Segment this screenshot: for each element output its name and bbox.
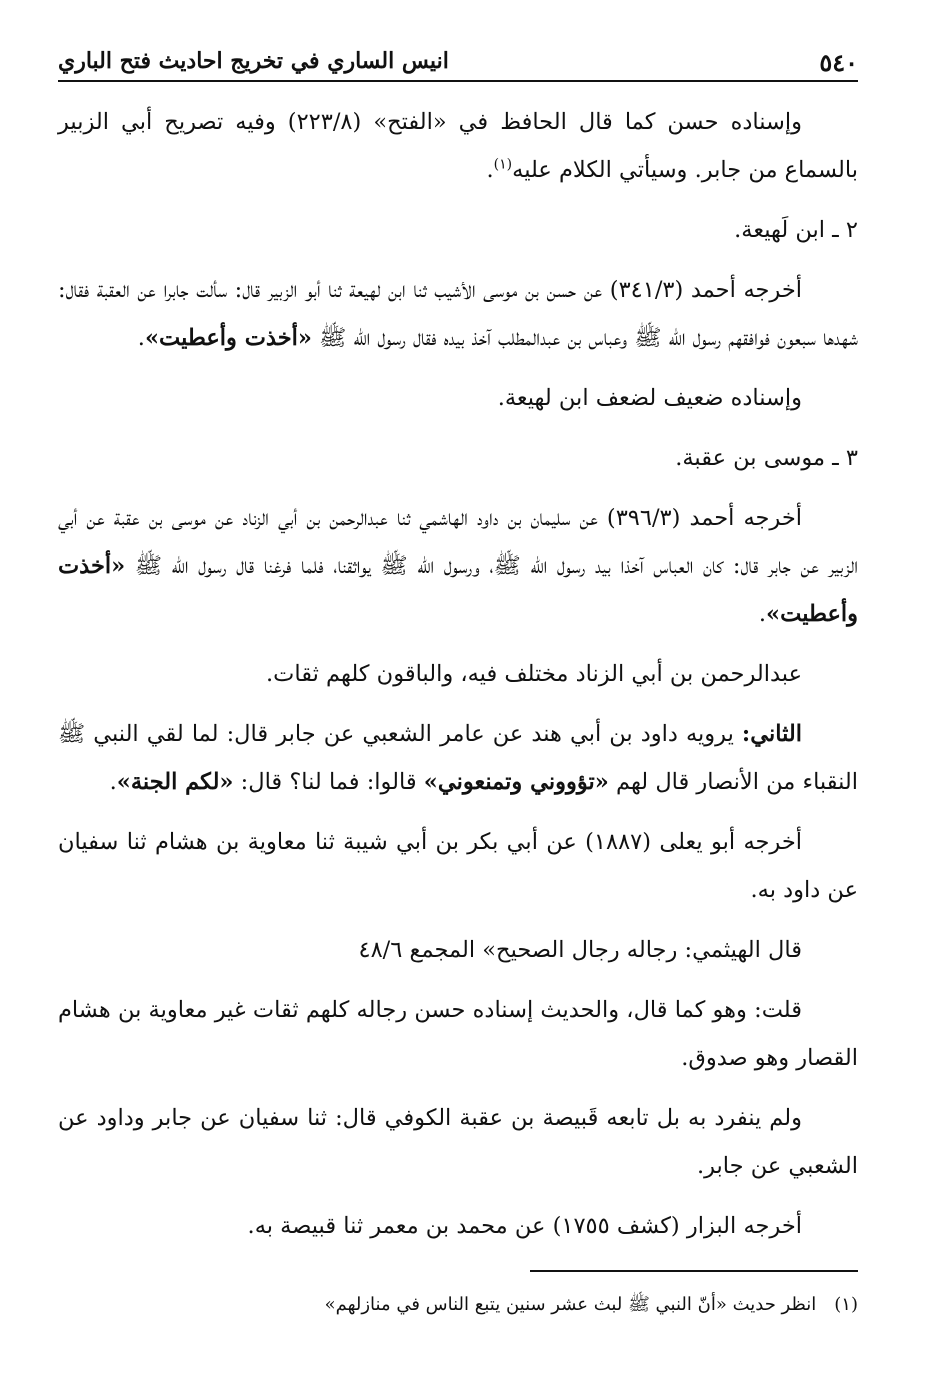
paragraph-4-quote: «أخذت وأعطيت» [58, 553, 858, 627]
page-body [58, 98, 858, 1262]
page-header [58, 46, 858, 82]
paragraph-1-end: . [486, 157, 494, 183]
paragraph-4-end: . [758, 601, 767, 627]
paragraph-2-quote: «أخذت وأعطيت» [144, 325, 312, 351]
footnote [58, 1290, 858, 1320]
paragraph-9: قلت: وهو كما قال، والحديث إسناده حسن رجاله كلهم ثقات غير معاوية بن هشام القصار وهو صدوق. [58, 997, 858, 1071]
paragraph-6-quote-1: «تؤووني وتمنعوني» [423, 769, 609, 795]
paragraph-4-text: أخرجه أحمد (٣٩٦/٣) عن سليمان بن داود الهاشمي ثنا عبدالرحمن بن أبي الزناد عن موسى بن عقبة عن أبي الزبير عن جابر قال: كان العباس آخذا بيد رسول الله ﷺ، ورسول الله ﷺ يواثقنا، فلما فرغنا قال رسول الله ﷺ [58, 505, 858, 579]
section-heading-3: ٣ ـ موسى بن عقبة. [675, 445, 858, 471]
paragraph-11: أخرجه البزار (كشف ١٧٥٥) عن محمد بن معمر ثنا قبيصة به. [247, 1213, 802, 1239]
paragraph-6-text-a: يرويه داود بن أبي هند عن عامر الشعبي عن جابر قال: لما لقي النبي ﷺ النقباء من الأنصار قال لهم [58, 721, 858, 795]
paragraph-2-end: . [137, 325, 145, 351]
paragraph-4 [58, 494, 858, 638]
paragraph-6-quote-2: «لكم الجنة» [116, 769, 234, 795]
footnote-text: انظر حديث «أنّ النبي ﷺ لبث عشر سنين يتبع الناس في منازلهم» [324, 1294, 817, 1315]
footnote-reference: (١) [493, 156, 513, 173]
paragraph-6-label: الثاني: [741, 721, 802, 747]
paragraph-6 [58, 710, 858, 806]
footnote-number: (١) [834, 1294, 858, 1315]
footnote-separator [530, 1270, 858, 1272]
paragraph-6-end: . [109, 769, 117, 795]
paragraph-7: أخرجه أبو يعلى (١٨٨٧) عن أبي بكر بن أبي شيبة ثنا معاوية بن هشام ثنا سفيان عن داود به. [58, 829, 858, 903]
paragraph-10: ولم ينفرد به بل تابعه قَبيصة بن عقبة الكوفي قال: ثنا سفيان عن جابر وداود عن الشعبي عن جابر. [58, 1105, 858, 1179]
paragraph-8: قال الهيثمي: رجاله رجال الصحيح» المجمع ٤٨/٦ [358, 937, 802, 963]
page-number: ٥٤٠ [819, 48, 858, 77]
paragraph-6-text-b: قالوا: فما لنا؟ قال: [233, 769, 424, 795]
paragraph-5: عبدالرحمن بن أبي الزناد مختلف فيه، والباقون كلهم ثقات. [266, 661, 802, 687]
paragraph-1-text: وإسناده حسن كما قال الحافظ في «الفتح» (٢٢٣/٨) وفيه تصريح أبي الزبير بالسماع من جابر. وسيأتي الكلام عليه [58, 109, 858, 183]
section-heading-2: ٢ ـ ابن لَهيعة. [734, 217, 858, 243]
paragraph-2-text: أخرجه أحمد (٣٤١/٣) عن حسن بن موسى الأشيب ثنا ابن لهيعة ثنا أبو الزبير قال: سألت جابرا عن العقبة فقال: شهدها سبعون فوافقهم رسول الله ﷺ وعباس بن عبدالمطلب آخذ بيده فقال رسول الله ﷺ [58, 277, 858, 351]
paragraph-3: وإسناده ضعيف لضعف ابن لهيعة. [497, 385, 802, 411]
paragraph-2 [58, 266, 858, 362]
running-title: انيس الساري في تخريج احاديث فتح الباري [58, 48, 449, 74]
paragraph-1 [58, 98, 858, 194]
